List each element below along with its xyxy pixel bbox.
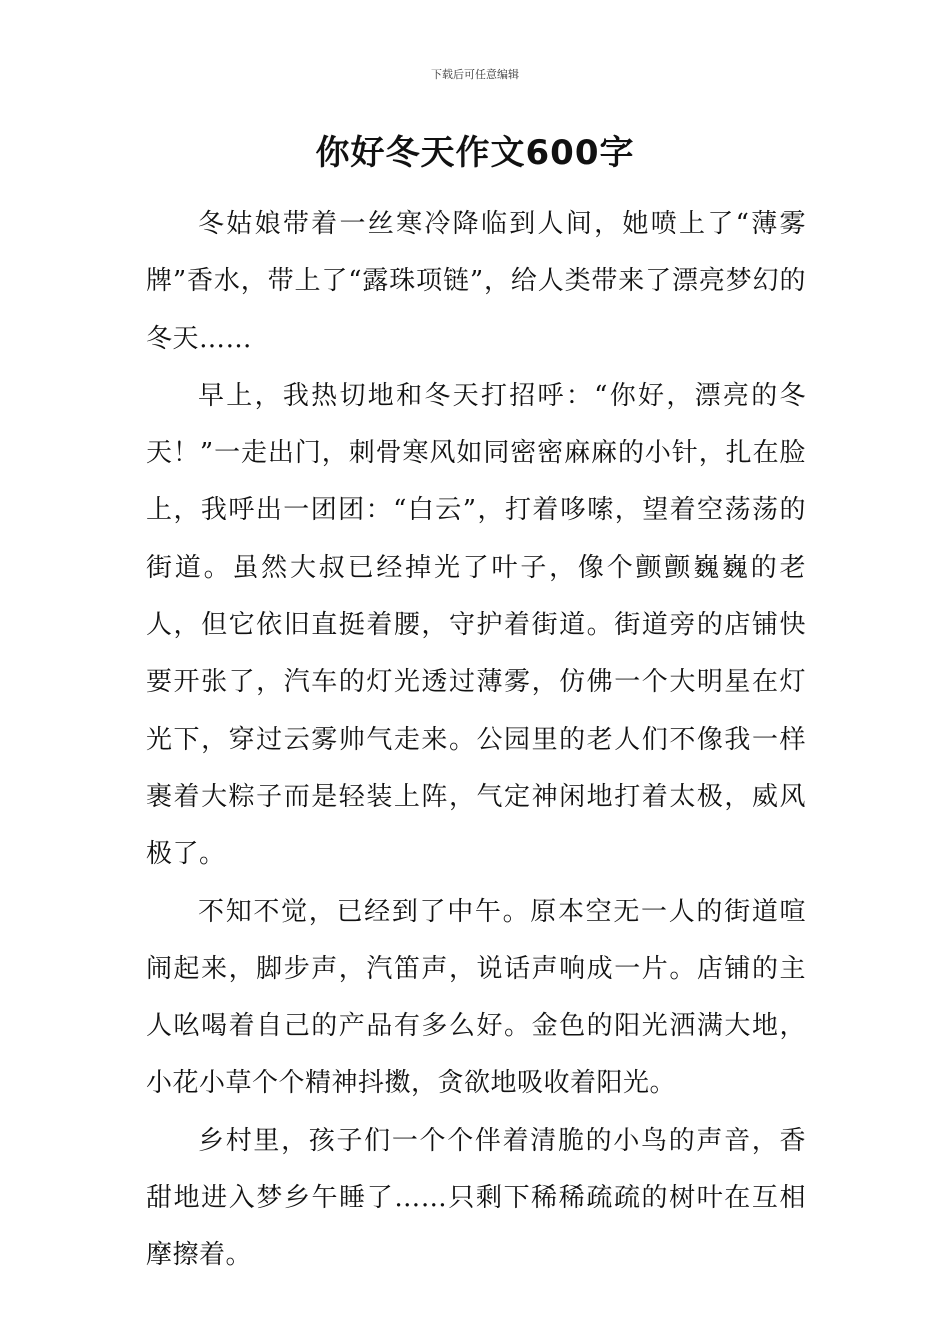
paragraph-3: 不知不觉，已经到了中午。原本空无一人的街道喧闹起来，脚步声，汽笛声，说话声响成一片。店铺的主人吆喝着自己的产品有多么好。金色的阳光洒满大地，小花小草个个精神抖擞，贪欲地吸收着阳光。 — [146, 896, 806, 1099]
document-body — [146, 196, 806, 1285]
paragraph-4: 乡村里，孩子们一个个伴着清脆的小鸟的声音，香甜地进入梦乡午睡了……只剩下稀稀疏疏的树叶在互相摩擦着。 — [146, 1125, 806, 1271]
header-note: 下载后可任意编辑 — [431, 68, 519, 81]
document-title: 你好冬天作文600字 — [315, 133, 635, 173]
paragraph-1: 冬姑娘带着一丝寒冷降临到人间，她喷上了“薄雾牌”香水，带上了“露珠项链”，给人类带来了漂亮梦幻的冬天…… — [146, 209, 806, 354]
paragraph-2: 早上，我热切地和冬天打招呼：“你好，漂亮的冬天！”一走出门，刺骨寒风如同密密麻麻的小针，扎在脸上，我呼出一团团：“白云”，打着哆嗦，望着空荡荡的街道。虽然大叔已经掉光了叶子，像个颤颤巍巍的老人，但它依旧直挺着腰，守护着街道。街道旁的店铺快要开张了，汽车的灯光透过薄雾，仿佛一个大明星在灯光下，穿过云雾帅气走来。公园里的老人们不像我一样裹着大粽子而是轻装上阵，气定神闲地打着太极，威风极了。 — [146, 380, 806, 870]
